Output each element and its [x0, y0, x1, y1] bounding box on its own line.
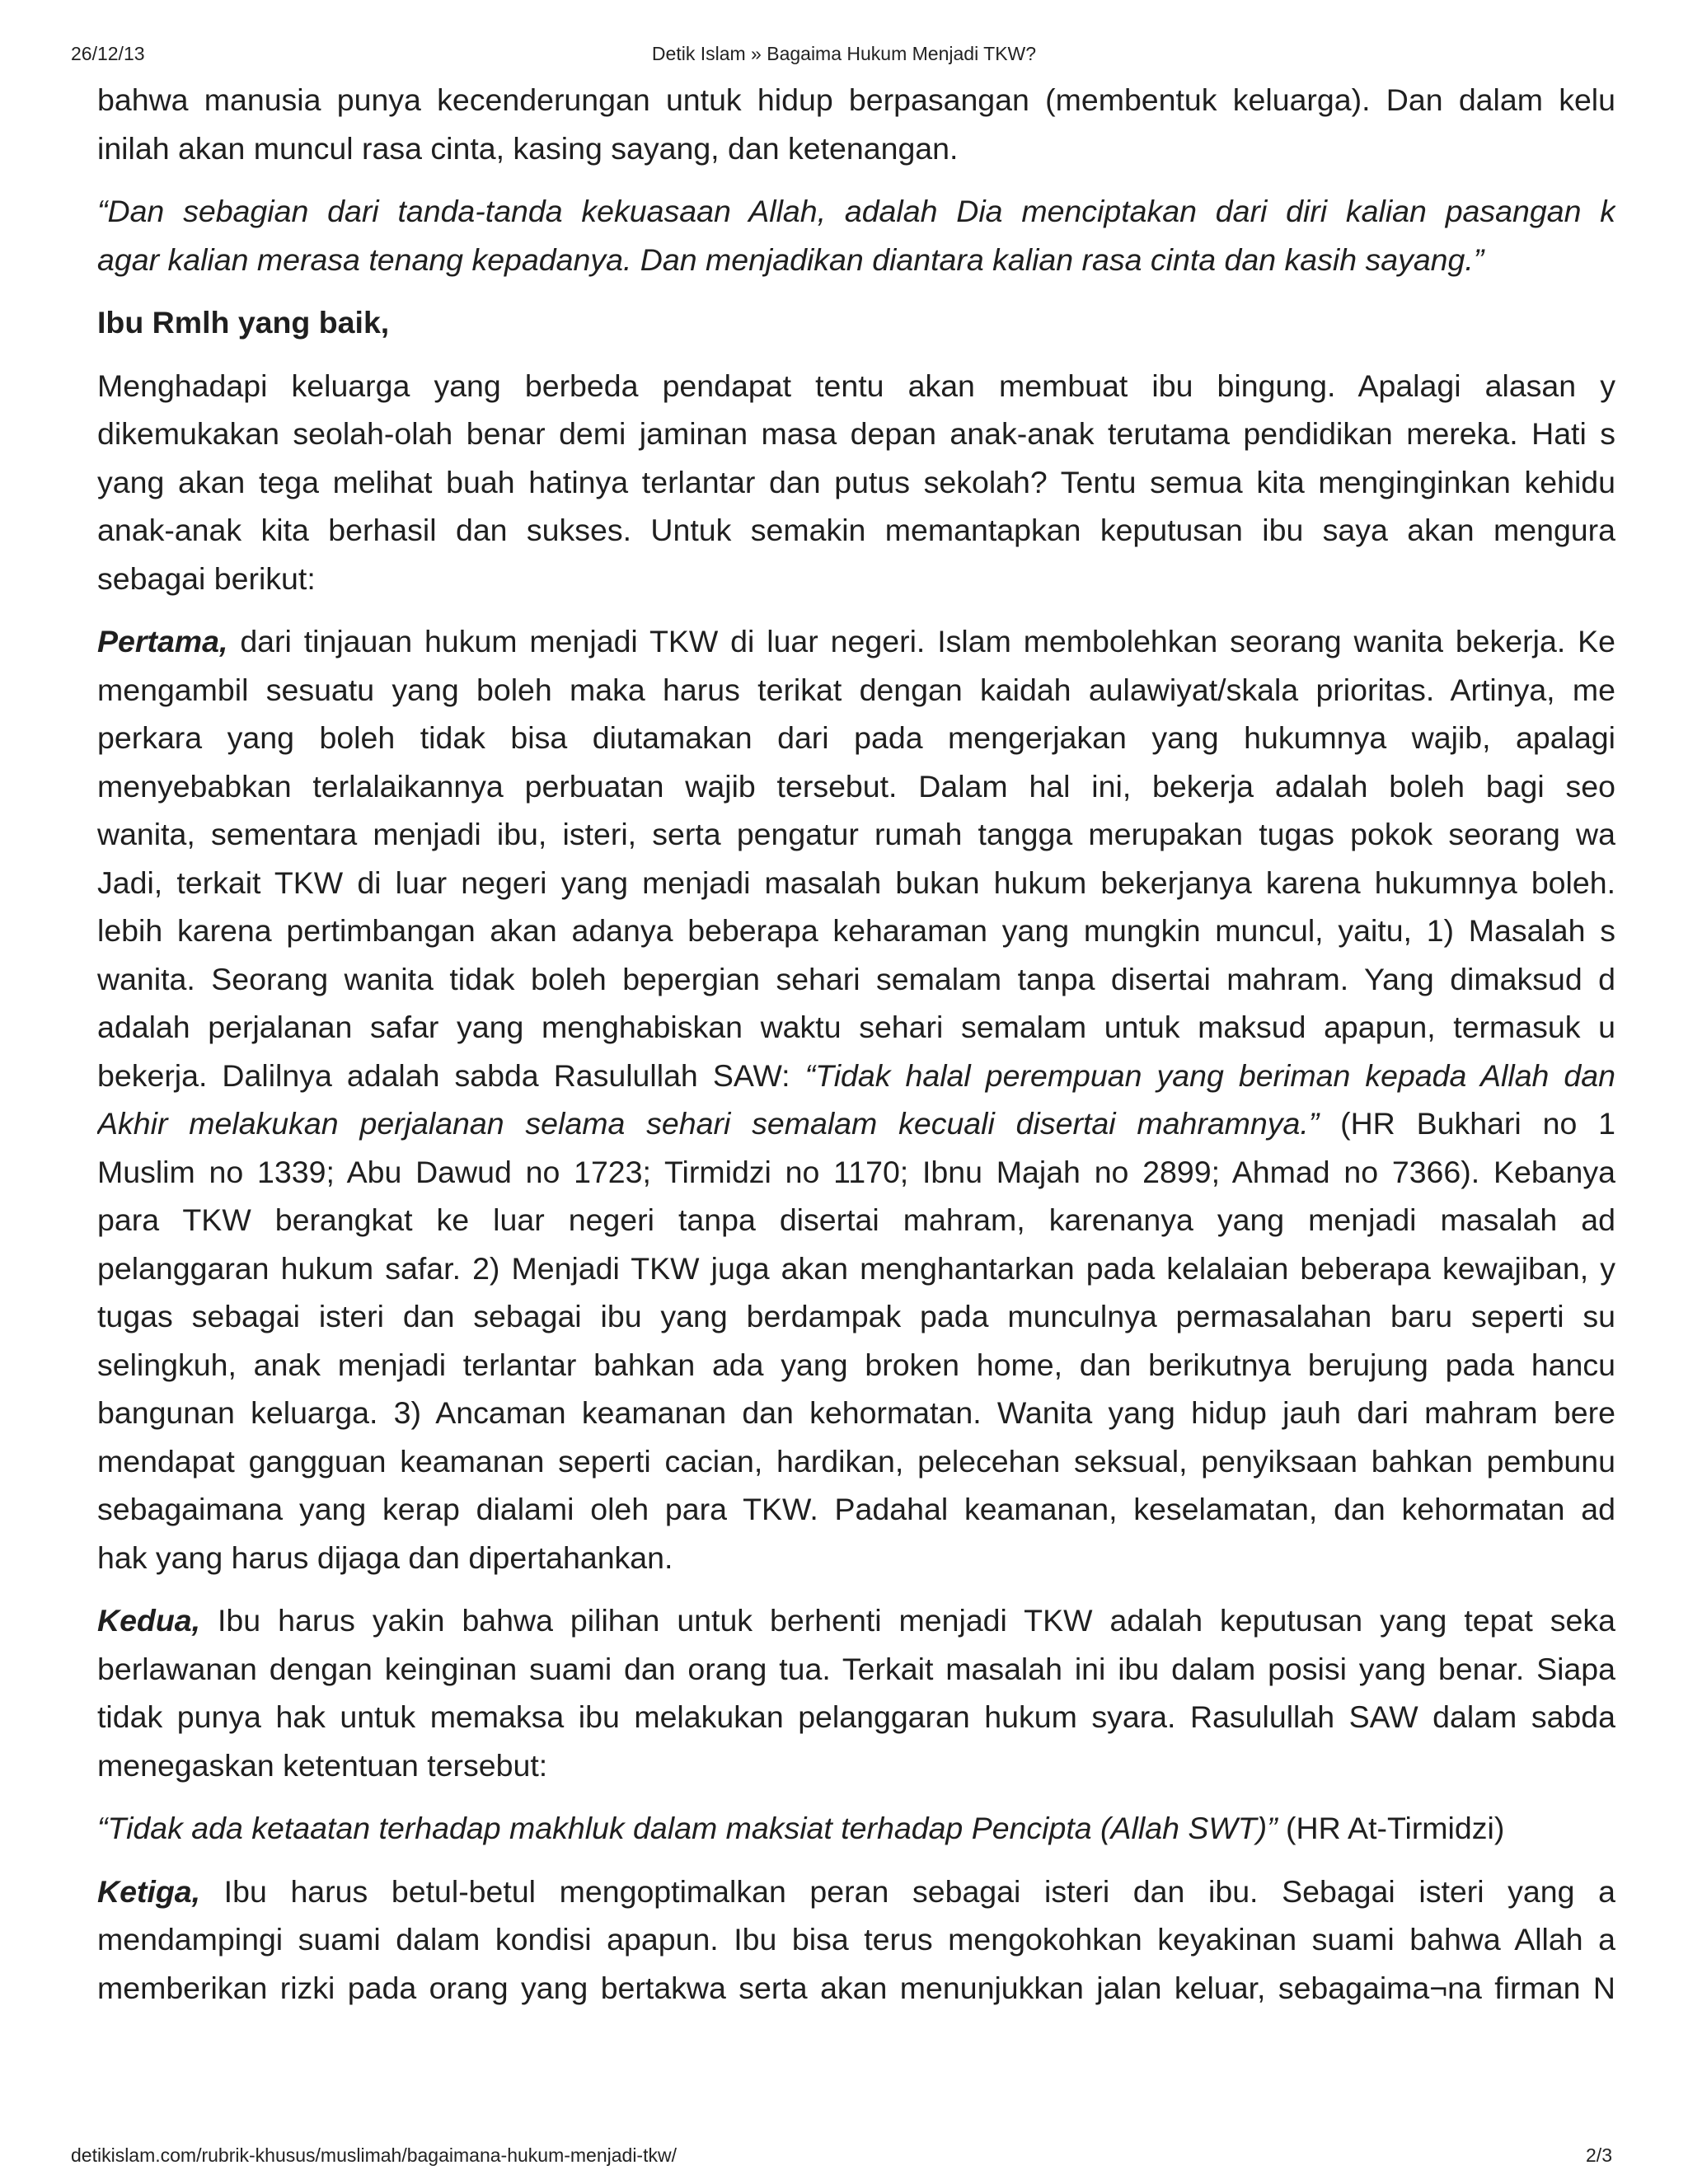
text-line: bahwa manusia punya kecenderungan untuk hidup berpasangan (membentuk keluarga). Dan dalam kelu [97, 82, 1615, 117]
text-line [97, 1868, 1615, 1916]
paragraph-kedua [97, 1596, 1615, 1789]
text-line: Jadi, terkait TKW di luar negeri yang menjadi masalah bukan hukum bekerjanya karena hukumnya boleh. [97, 865, 1615, 900]
paragraph-pertama [97, 617, 1615, 1582]
text-line [97, 617, 1615, 666]
print-date: 26/12/13 [71, 43, 145, 64]
text-line: lebih karena pertimbangan akan adanya beberapa keharaman yang mungkin muncul, yaitu, 1) Masalah s [97, 913, 1615, 948]
text-line: memberikan rizki pada orang yang bertakwa serta akan menunjukkan jalan keluar, sebagaima¬na firman N [97, 1970, 1615, 2005]
text-line: berlawanan dengan keinginan suami dan orang tua. Terkait masalah ini ibu dalam posisi yang benar. Siapa [97, 1651, 1615, 1686]
pertama-label: Pertama, [97, 624, 228, 658]
text-line: tugas sebagai isteri dan sebagai ibu yang berdampak pada munculnya permasalahan baru seperti su [97, 1299, 1615, 1333]
text-line: mendampingi suami dalam kondisi apapun. Ibu bisa terus mengokohkan keyakinan suami bahwa Allah a [97, 1922, 1615, 1957]
text-span: Ibu harus betul-betul mengoptimalkan peran sebagai isteri dan ibu. Sebagai isteri yang a [200, 1873, 1615, 1909]
text-line [97, 1052, 1615, 1100]
text-line: inilah akan muncul rasa cinta, kasing sayang, dan ketenangan. [97, 130, 959, 166]
text-line: sebagai berikut: [97, 560, 316, 596]
text-line: selingkuh, anak menjadi terlantar bahkan ada yang broken home, dan berikutnya berujung pada hancu [97, 1347, 1615, 1382]
paragraph-ketiga [97, 1868, 1615, 2013]
text-line: mendapat gangguan keamanan seperti cacian, hardikan, pelecehan seksual, penyiksaan bahkan pembunu [97, 1443, 1615, 1479]
text-line: wanita, sementara menjadi ibu, isteri, serta pengatur rumah tangga merupakan tugas pokok seorang wa [97, 817, 1615, 851]
paragraph-intro [97, 362, 1615, 603]
text-line: Muslim no 1339; Abu Dawud no 1723; Tirmidzi no 1170; Ibnu Majah no 2899; Ahmad no 7366). Kebanya [97, 1154, 1615, 1189]
text-line: hak yang harus dijaga dan dipertahankan. [97, 1540, 673, 1575]
text-line: menegaskan ketentuan tersebut: [97, 1747, 548, 1783]
text-line: mengambil sesuatu yang boleh maka harus terikat dengan kaidah aulawiyat/skala prioritas. Artinya, me [97, 672, 1615, 707]
greeting-heading: Ibu Rmlh yang baik, [97, 305, 390, 340]
text-line: perkara yang boleh tidak bisa diutamakan dari pada mengerjakan yang hukumnya wajib, apalagi [97, 720, 1615, 755]
hadith-reference: (HR At-Tirmidzi) [1277, 1811, 1505, 1845]
text-line: Menghadapi keluarga yang berbeda pendapat tentu akan membuat ibu bingung. Apalagi alasan y [97, 368, 1615, 403]
ketiga-label: Ketiga, [97, 1873, 201, 1909]
text-line [97, 1596, 1615, 1645]
quran-quote [97, 187, 1615, 284]
print-page-title: Detik Islam » Bagaima Hukum Menjadi TKW? [651, 43, 1037, 64]
text-line: sebagaimana yang kerap dialami oleh para TKW. Padahal keamanan, keselamatan, dan kehormatan ad [97, 1492, 1615, 1526]
text-span: bekerja. Dalilnya adalah sabda Rasulullah SAW: [97, 1057, 805, 1093]
text-line: anak-anak kita berhasil dan sukses. Untuk semakin memantapkan keputusan ibu saya akan mengura [97, 513, 1615, 547]
page-number: 2/3 [1586, 2144, 1612, 2166]
text-span: Ibu harus yakin bahwa pilihan untuk berhenti menjadi TKW adalah keputusan yang tepat seka [200, 1603, 1615, 1638]
hadith-reference: (HR Bukhari no 1 [1319, 1106, 1615, 1141]
text-line: dikemukakan seolah-olah benar demi jaminan masa depan anak-anak terutama pendidikan mereka. Hati s [97, 416, 1615, 451]
hadith-quote-line [97, 1804, 1615, 1853]
print-url: detikislam.com/rubrik-khusus/muslimah/bagaimana-hukum-menjadi-tkw/ [71, 2144, 677, 2166]
hadith-quote: “Tidak ada ketaatan terhadap makhluk dalam maksiat terhadap Pencipta (Allah SWT)” [97, 1811, 1278, 1845]
hadith-quote: Akhir melakukan perjalanan selama sehari semalam kecuali disertai mahramnya.” [97, 1106, 1320, 1141]
text-line [97, 1099, 1615, 1148]
text-span: dari tinjauan hukum menjadi TKW di luar negeri. Islam membolehkan seorang wanita bekerja. Ke [227, 624, 1615, 658]
text-line: wanita. Seorang wanita tidak boleh bepergian sehari semalam tanpa disertai mahram. Yang dimaksud d [97, 961, 1615, 996]
text-line: bangunan keluarga. 3) Ancaman keamanan dan kehormatan. Wanita yang hidup jauh dari mahram bere [97, 1395, 1615, 1430]
article-content [97, 76, 1615, 2095]
text-line: pelanggaran hukum safar. 2) Menjadi TKW juga akan menghantarkan pada kelalaian beberapa kewajiban, y [97, 1250, 1615, 1286]
text-line: para TKW berangkat ke luar negeri tanpa disertai mahram, karenanya yang menjadi masalah ad [97, 1202, 1615, 1237]
kedua-label: Kedua, [97, 1603, 201, 1638]
text-line: agar kalian merasa tenang kepadanya. Dan menjadikan diantara kalian rasa cinta dan kasih sayang.” [97, 241, 1484, 277]
text-line: menyebabkan terlalaikannya perbuatan wajib tersebut. Dalam hal ini, bekerja adalah boleh bagi seo [97, 768, 1615, 804]
text-line: “Dan sebagian dari tanda-tanda kekuasaan Allah, adalah Dia menciptakan dari diri kalian pasangan k [97, 194, 1615, 228]
paragraph-family [97, 76, 1615, 172]
text-line: adalah perjalanan safar yang menghabiskan waktu sehari semalam untuk maksud apapun, termasuk u [97, 1010, 1615, 1044]
text-line: tidak punya hak untuk memaksa ibu melakukan pelanggaran hukum syara. Rasulullah SAW dalam sabda [97, 1699, 1615, 1734]
text-line: yang akan tega melihat buah hatinya terlantar dan putus sekolah? Tentu semua kita menginginkan kehidu [97, 464, 1615, 499]
hadith-quote: “Tidak halal perempuan yang beriman kepada Allah dan [804, 1057, 1615, 1093]
